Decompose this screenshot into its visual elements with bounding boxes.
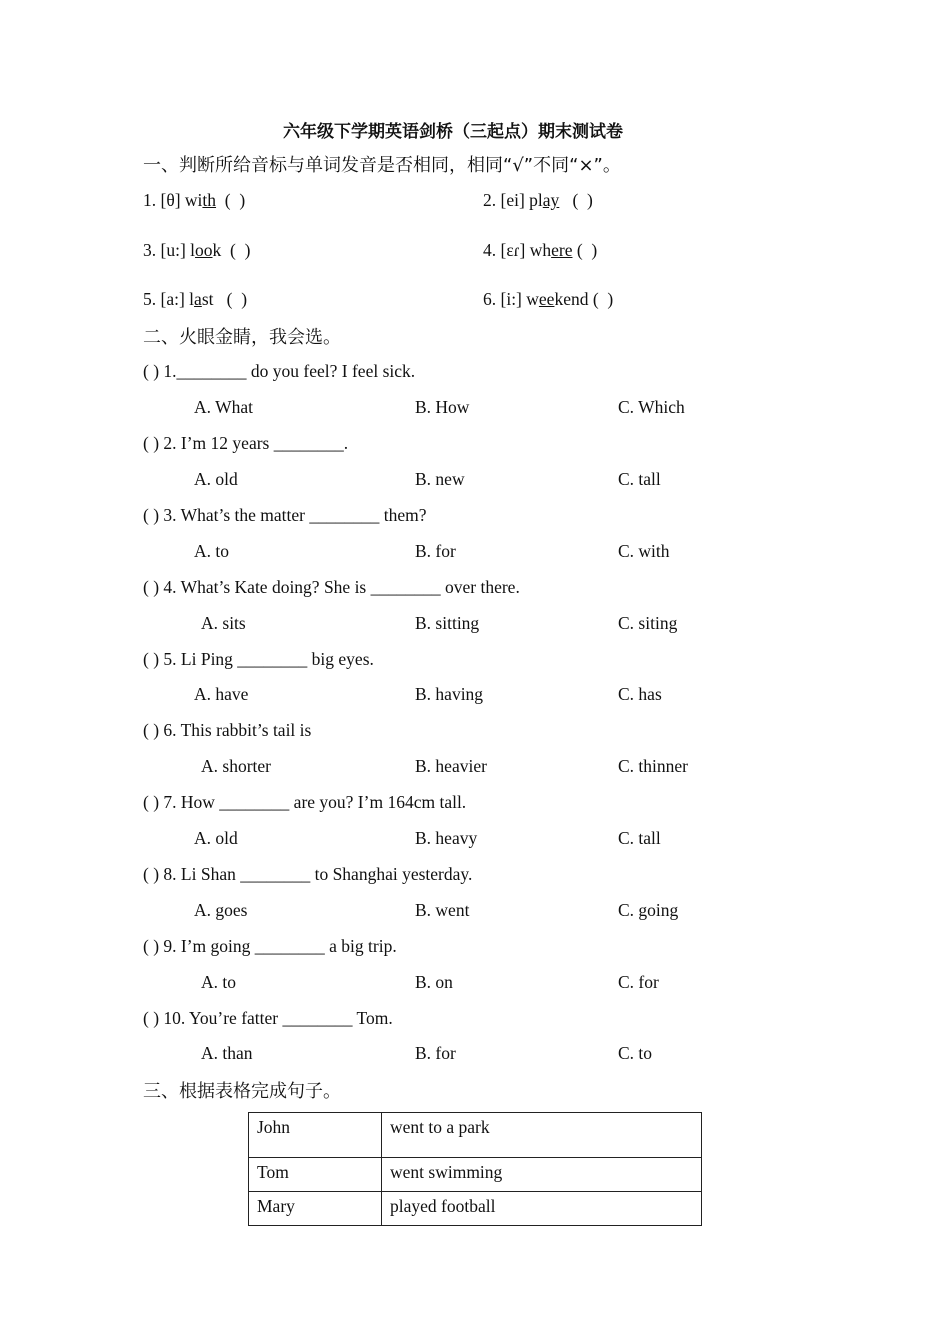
question-stem-7: ( ) 7. How ________ are you? I’m 164cm tall. [143,792,467,812]
question-4-option-a: A. sits [201,613,246,633]
phonetic-item-2: 2. [ei] play ( ) [483,190,593,210]
question-stem-2: ( ) 2. I’m 12 years ________. [143,433,349,453]
question-1-option-a: A. What [194,397,253,417]
question-9-option-a: A. to [201,972,236,992]
question-2-option-b: B. new [415,469,465,489]
question-2-option-a: A. old [194,469,238,489]
question-4-option-c: C. siting [618,613,678,633]
question-9-option-c: C. for [618,972,659,992]
question-stem-9: ( ) 9. I’m going ________ a big trip. [143,936,397,956]
section3-heading: 三、根据表格完成句子。 [143,1081,341,1102]
question-6-option-b: B. heavier [415,756,487,776]
question-8-option-c: C. going [618,900,679,920]
table-cell-name: John [249,1113,382,1158]
question-3-option-b: B. for [415,541,456,561]
phonetic-item-3: 3. [u:] look ( ) [143,240,251,260]
question-6-option-c: C. thinner [618,756,688,776]
table-row [249,1113,702,1158]
table-cell-name: Tom [249,1158,382,1192]
question-10-option-a: A. than [201,1043,253,1063]
phonetic-item-5: 5. [a:] last ( ) [143,289,248,309]
question-7-option-b: B. heavy [415,828,478,848]
section1-heading: 一、判断所给音标与单词发音是否相同，相同“√”不同“×”。 [143,155,621,176]
question-stem-8: ( ) 8. Li Shan ________ to Shanghai yesterday. [143,864,473,884]
table-cell-activity: went to a park [382,1113,702,1158]
question-1-option-b: B. How [415,397,470,417]
question-stem-4: ( ) 4. What’s Kate doing? She is ________ over there. [143,577,520,597]
question-8-option-a: A. goes [194,900,248,920]
question-stem-10: ( ) 10. You’re fatter ________ Tom. [143,1008,393,1028]
question-2-option-c: C. tall [618,469,661,489]
phonetic-item-6: 6. [i:] weekend ( ) [483,289,614,309]
table-cell-activity: went swimming [382,1158,702,1192]
question-5-option-c: C. has [618,684,662,704]
question-9-option-b: B. on [415,972,453,992]
table-cell-name: Mary [249,1192,382,1226]
question-10-option-c: C. to [618,1043,653,1063]
question-stem-1: ( ) 1.________ do you feel? I feel sick. [143,361,416,381]
phonetic-item-4: 4. [ɛɾ] where ( ) [483,240,598,260]
section2-heading: 二、火眼金睛，我会选。 [143,327,341,348]
question-stem-5: ( ) 5. Li Ping ________ big eyes. [143,649,374,669]
table-cell-activity: played football [382,1192,702,1226]
table-row [249,1158,702,1192]
question-stem-3: ( ) 3. What’s the matter ________ them? [143,505,427,525]
question-4-option-b: B. sitting [415,613,480,633]
question-5-option-b: B. having [415,684,484,704]
question-10-option-b: B. for [415,1043,456,1063]
question-1-option-c: C. Which [618,397,685,417]
question-7-option-a: A. old [194,828,238,848]
phonetic-item-1: 1. [θ] with ( ) [143,190,246,210]
question-5-option-a: A. have [194,684,249,704]
table-row [249,1192,702,1226]
question-stem-6: ( ) 6. This rabbit’s tail is [143,720,312,740]
question-6-option-a: A. shorter [201,756,271,776]
question-7-option-c: C. tall [618,828,661,848]
question-8-option-b: B. went [415,900,470,920]
activity-table [248,1112,702,1226]
page-title: 六年级下学期英语剑桥（三起点）期末测试卷 [283,122,623,142]
question-3-option-c: C. with [618,541,670,561]
question-3-option-a: A. to [194,541,229,561]
